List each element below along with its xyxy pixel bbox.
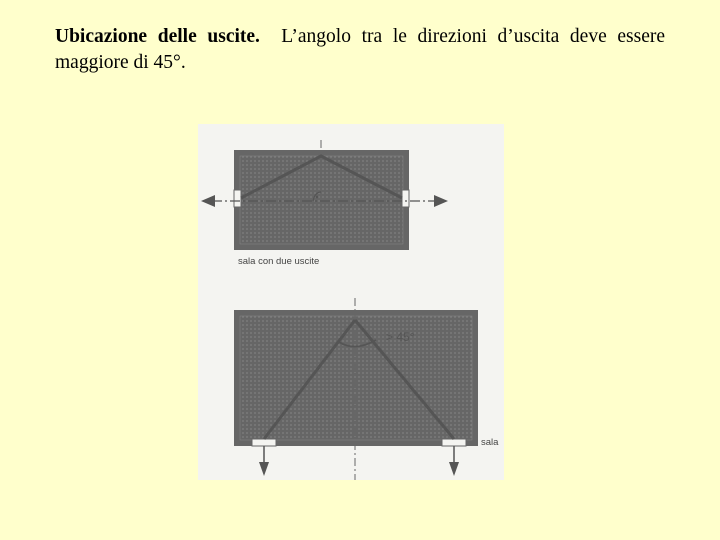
- exit-door-left: [234, 190, 241, 207]
- arrow-down-right-icon: [449, 462, 459, 476]
- caption-text: L’angolo tra le direzioni d’uscita deve essere maggiore di 45°.: [55, 26, 666, 73]
- arrow-down-left-icon: [259, 462, 269, 476]
- slide-caption: [55, 24, 665, 76]
- label-room-bottom: sala: [481, 437, 499, 448]
- room-floor-bottom: [240, 316, 472, 440]
- arrow-right-icon: [434, 195, 448, 207]
- angle-label: > 45°: [386, 330, 415, 344]
- label-room-two-exits: sala con due uscite: [238, 256, 320, 267]
- arrow-left-icon: [201, 195, 215, 207]
- caption-heading: Ubicazione delle uscite.: [55, 26, 260, 47]
- exit-layout-diagram: [198, 124, 504, 480]
- diagram-svg: [198, 124, 504, 480]
- exit-door-right: [402, 190, 409, 207]
- room-bottom: [234, 298, 499, 480]
- room-two-exits: [201, 140, 448, 267]
- exit-door-bottom-right: [442, 439, 466, 446]
- exit-door-bottom-left: [252, 439, 276, 446]
